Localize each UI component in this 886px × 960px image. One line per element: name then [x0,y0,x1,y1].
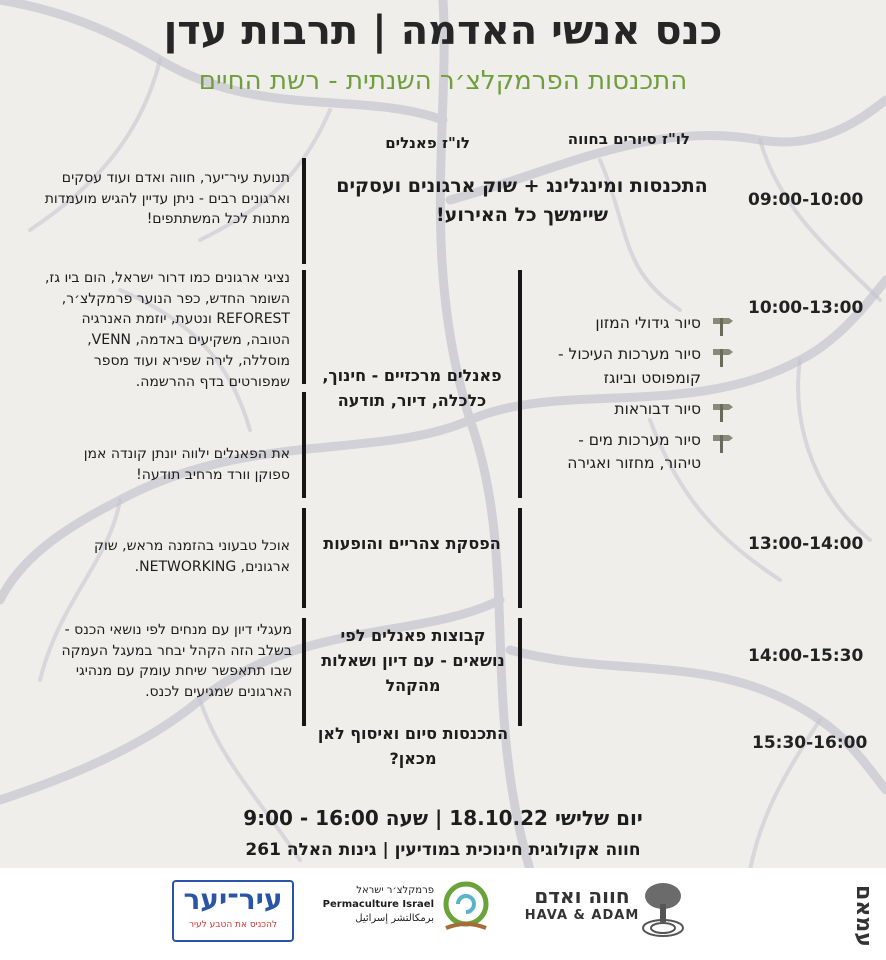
time-slot-3: 13:00-14:00 [748,534,864,554]
note-lunch: אוכל טבעוני בהזמנה מראש, שוק ארגונים, NETWORKING. [94,538,290,575]
event-hour-label: שעה [385,806,429,830]
tours-list [535,312,735,484]
divider-line [302,158,306,264]
panel-opening: התכנסות ומינגלינג + שוק ארגונים ועסקים שיימשך כל האירוע! [336,175,708,227]
event-day: יום שלישי [554,806,643,830]
divider-line [302,270,306,384]
tour-item: סיור מערכות מים - טיהור, מחזור ואגירה [535,429,735,476]
permaculture-spiral-icon [438,878,494,936]
note-groups: מעגלי דיון עם מנחים לפי נושאי הכנס - בשלב הזה הקהל יבחר במעגל העמקה שבו תתאפשר שיחת עומק עם מנהיגי הארגונים שמגיעים לכנס. [61,622,292,701]
time-slot-1: 09:00-10:00 [748,190,864,210]
perma-hebrew: פרמקלצ׳ר ישראל [356,885,434,896]
signpost-icon [709,400,735,422]
note-hosts: את הפאנלים ילווה יונתן קונדה אמן ספוקן וורד מרחיב תודעה! [83,446,290,483]
tours-column-heading: לו"ז סיורים בחווה [567,130,690,148]
perma-english: Permaculture Israel [322,899,434,910]
side-brand-logo: עמאם [851,885,876,947]
hava-adam-english: HAVA & ADAM [524,908,640,923]
event-hours: 9:00 - 16:00 [243,806,379,830]
event-location: חווה אקולוגית חינוכית במודיעין | גינות האלה 261 [245,840,641,860]
note-organizations: נציגי ארגונים כמו דרור ישראל, הום ביו גז, השומר החדש, כפר הנוער פרמקלצ׳ר, REFOREST ונטעת, יוזמת האנרגיה הטובה, משקיעים באדמה, VENN, מוסללה, לירה שפירא ועוד מספר שמפורטים בדף ההרשמה. [44,270,290,390]
ir-yaar-tagline: להכניס את הטבע לעיר [188,920,278,930]
tour-item: סיור גידולי המזון [535,312,735,335]
ir-yaar-logo [172,880,294,942]
time-slot-2: 10:00-13:00 [748,298,864,318]
event-date-line: יום שלישי 18.10.22 | שעה 9:00 - 16:00 [243,806,643,830]
signpost-icon [709,431,735,453]
panels-column-heading: לו"ז פאנלים [385,134,470,152]
divider-line [518,618,522,726]
tree-logo-icon [640,880,686,938]
page-title: כנס אנשי האדמה | תרבות עדן [163,8,723,54]
tour-item: סיור דבוראות [535,398,735,421]
panel-focused: פאנלים מרכזיים - חינוך, כלכלה, דיור, תודעה [322,366,502,410]
permaculture-israel-logo [316,884,434,926]
perma-arabic: برمكالتشر إسرائيل [355,913,434,924]
ir-yaar-logo-text: עיר־יער [183,883,283,916]
divider-line [302,508,306,608]
divider-line [518,508,522,608]
panel-closing: התכנסות סיום ואיסוף לאן מכאן? [317,724,509,768]
panel-lunch: הפסקת צהריים והופעות [323,534,501,553]
page-subtitle: התכנסות הפרמקלצ׳ר השנתית - רשת החיים [198,66,688,96]
signpost-icon [709,314,735,336]
hava-adam-hebrew: חווה ואדם [534,884,630,908]
signpost-icon [709,345,735,367]
time-slot-4: 14:00-15:30 [748,646,864,666]
time-slot-5: 15:30-16:00 [752,733,868,753]
divider-line [302,618,306,726]
divider-line [518,270,522,498]
note-opening: תנועת עיר־יער, חווה ואדם ועוד עסקים וארגונים רבים - ניתן עדיין להגיש מועמדות מתנות לכל המשתתפים! [44,170,290,228]
panel-groups: קבוצות פאנלים לפי נושאים - עם דיון ושאלות מהקהל [321,626,505,695]
hava-adam-logo [524,884,640,923]
tour-item: סיור מערכות העיכול - קומפוסט וביוגז [535,343,735,390]
divider-line [302,392,306,498]
event-date: 18.10.22 [449,806,548,830]
